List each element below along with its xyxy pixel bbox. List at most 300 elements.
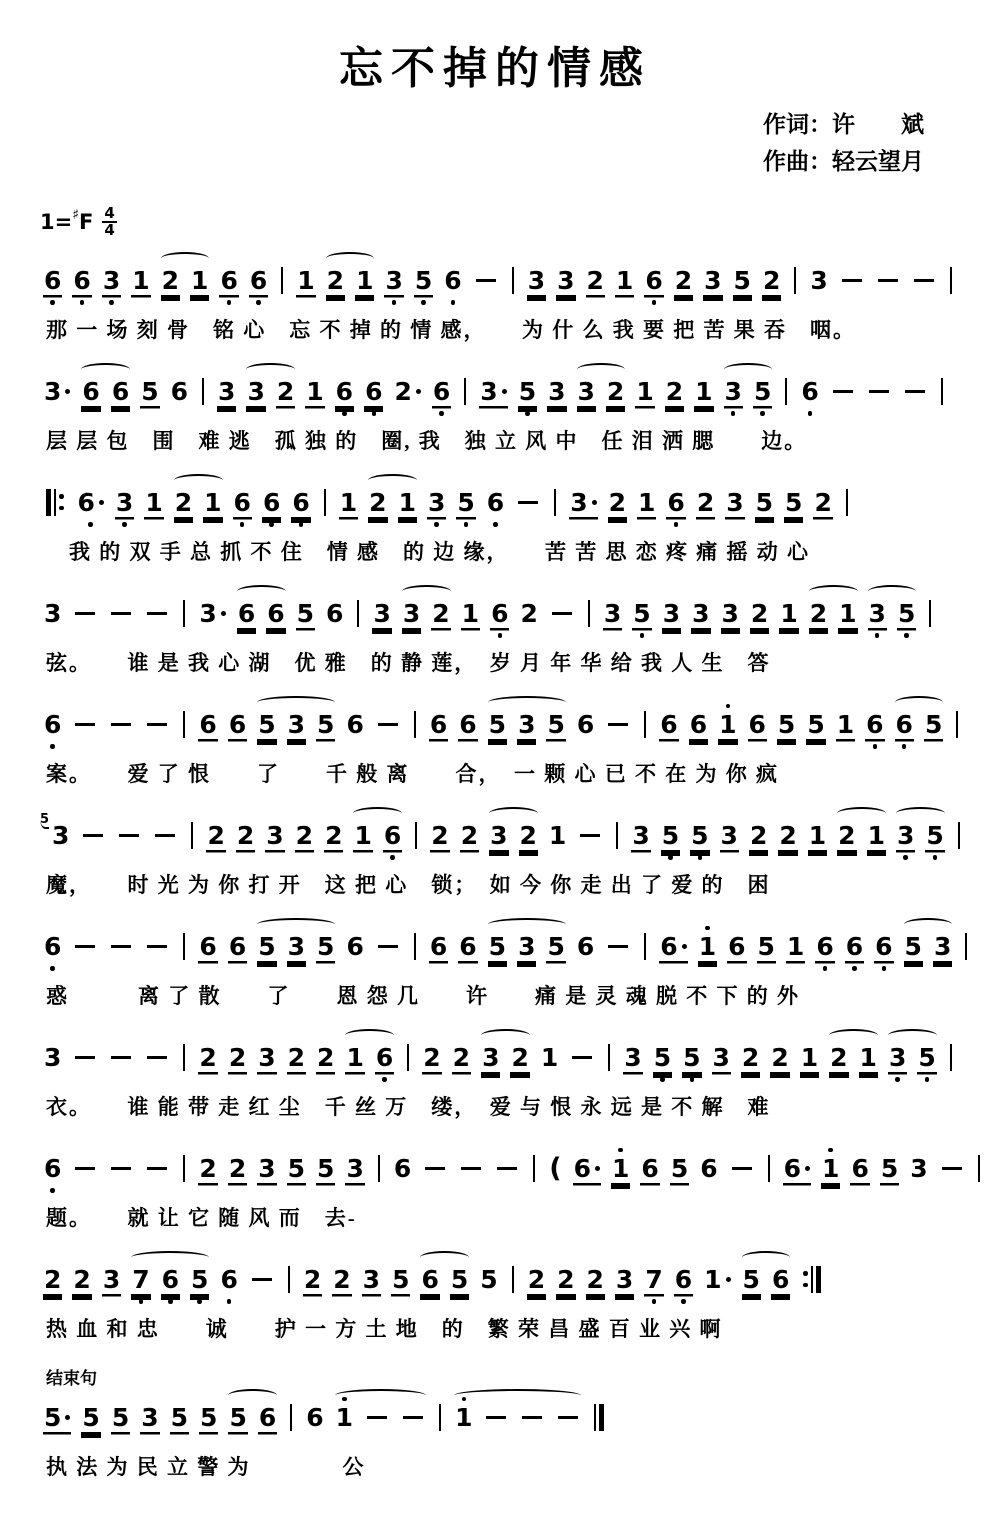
- note-digit: 2: [511, 1042, 529, 1072]
- note: [784, 476, 803, 533]
- note: [372, 587, 391, 644]
- note-digit: 2: [295, 820, 314, 850]
- barline: [643, 920, 647, 977]
- note: [623, 1031, 642, 1088]
- note: [429, 920, 448, 977]
- note-digit: 5: [296, 598, 315, 628]
- dash-rest: [460, 1142, 482, 1199]
- note-digit: 5: [755, 487, 774, 517]
- score-line: [38, 1031, 952, 1121]
- note: [287, 698, 306, 755]
- note-digit: 3: [726, 487, 744, 517]
- note-digit: 3: [102, 265, 121, 295]
- note-digit: 2: [303, 1264, 322, 1294]
- low-octave-dot: [760, 411, 765, 416]
- note: [355, 254, 374, 311]
- dash-rest: [841, 254, 863, 311]
- note-digit: 6: [82, 376, 100, 406]
- note: [144, 476, 163, 533]
- dash-rest: [146, 698, 168, 755]
- slur-group: [169, 476, 228, 533]
- note-digit: 5: [488, 931, 507, 961]
- score-line: [38, 920, 952, 1010]
- barline: [928, 587, 932, 644]
- note: [611, 1142, 630, 1199]
- note: [345, 1142, 364, 1199]
- high-octave-dot: [726, 704, 731, 709]
- note: [161, 254, 180, 311]
- note: [203, 476, 222, 533]
- note: [888, 1031, 907, 1088]
- note: [198, 587, 226, 644]
- note-digit: 2: [749, 820, 768, 850]
- low-octave-dot: [652, 1299, 657, 1304]
- note: [303, 1253, 322, 1310]
- note: [174, 476, 193, 533]
- note-digit: 6: [292, 487, 310, 517]
- note: [353, 809, 372, 866]
- slur-group: [363, 476, 422, 533]
- note-digit: 2: [741, 1042, 760, 1072]
- note-digit: 5: [258, 709, 276, 739]
- slur-group: [241, 365, 300, 422]
- note: [345, 698, 364, 755]
- composer-line: [763, 143, 924, 180]
- low-octave-dot: [168, 1299, 173, 1304]
- note-digit: 2: [452, 1042, 471, 1072]
- note: [246, 365, 265, 422]
- note: [335, 1391, 354, 1448]
- low-octave-dot: [421, 300, 426, 305]
- low-octave-dot: [80, 300, 85, 305]
- note-digit: 5: [200, 1402, 218, 1432]
- slur-group: [737, 1253, 796, 1310]
- note-digit: 6: [816, 931, 834, 961]
- note: [527, 1253, 546, 1310]
- augmentation-dot: [99, 500, 104, 505]
- barline: [438, 1391, 442, 1448]
- note: [809, 587, 828, 644]
- note-digit: 1: [808, 820, 827, 850]
- dash-rest: [941, 1142, 963, 1199]
- note-digit: 3: [662, 598, 681, 628]
- note: [236, 809, 255, 866]
- note-digit: 1: [346, 1042, 364, 1072]
- note-digit: 5: [414, 265, 433, 295]
- note-digit: 1: [780, 598, 798, 628]
- note: [266, 587, 285, 644]
- augmentation-dot: [595, 1166, 600, 1171]
- note: [199, 1391, 218, 1448]
- note-digit: 6: [199, 931, 217, 961]
- low-octave-dot: [50, 1188, 55, 1193]
- grace-note-group: [38, 809, 75, 866]
- dash-rest: [868, 365, 890, 422]
- note-digit: 1: [356, 265, 374, 295]
- note: [527, 254, 546, 311]
- note: [140, 365, 159, 422]
- low-octave-dot: [197, 1299, 202, 1304]
- barline: [587, 587, 591, 644]
- slur-group: [719, 365, 778, 422]
- note: [43, 698, 62, 755]
- note-digit: 6: [641, 1153, 659, 1183]
- note: [720, 809, 739, 866]
- barline: [190, 809, 194, 866]
- note: [644, 254, 663, 311]
- dash-rest: [366, 1391, 388, 1448]
- note: [115, 476, 134, 533]
- note-digit: 6: [220, 265, 238, 295]
- score: [38, 254, 952, 1481]
- note-digit: 6: [866, 709, 884, 739]
- note: [662, 587, 681, 644]
- note-digit: 3: [199, 598, 217, 628]
- note-digit: 3: [720, 820, 738, 850]
- note: [219, 254, 238, 311]
- note-digit: 3: [52, 820, 70, 850]
- slur-group: [891, 809, 950, 866]
- note-digit: 6: [771, 1264, 790, 1294]
- note-digit: 3: [44, 376, 62, 406]
- low-octave-dot: [681, 1299, 686, 1304]
- note-digit: 5: [547, 931, 565, 961]
- notes-row: [38, 587, 952, 644]
- slur-group: [476, 1031, 535, 1088]
- note-digit: 5: [457, 487, 475, 517]
- note: [324, 809, 343, 866]
- note-digit: 6: [459, 931, 477, 961]
- note-digit: 6: [459, 709, 477, 739]
- note-digit: 6: [237, 598, 256, 628]
- note: [262, 476, 281, 533]
- note: [748, 698, 767, 755]
- song-title: 忘不掉的情感: [339, 44, 651, 93]
- note-digit: 5: [141, 376, 159, 406]
- barline: [553, 476, 557, 533]
- note-digit: 2: [432, 598, 450, 628]
- note: [897, 587, 916, 644]
- notes-row: [38, 254, 952, 311]
- note-digit: 6: [220, 1264, 238, 1294]
- barline: [964, 920, 968, 977]
- dash-rest: [110, 698, 132, 755]
- note-digit: 1: [540, 1042, 559, 1072]
- note-digit: 6: [429, 709, 448, 739]
- note-digit: 6: [44, 931, 62, 961]
- barline: [182, 1031, 186, 1088]
- note: [615, 254, 634, 311]
- note-digit: 3: [266, 820, 284, 850]
- note-digit: 1: [354, 820, 372, 850]
- sharp-sign: ♯: [72, 207, 79, 223]
- lyricist-label: 作词：: [763, 112, 832, 137]
- note: [933, 920, 952, 977]
- note-digit: 3: [247, 376, 265, 406]
- note: [836, 698, 855, 755]
- note: [257, 1031, 276, 1088]
- note: [806, 698, 825, 755]
- note: [586, 254, 605, 311]
- low-octave-dot: [674, 522, 679, 527]
- dash-rest: [146, 920, 168, 977]
- lyrics-row: 题。 就 让 它 随 风 而 去-: [46, 1206, 357, 1230]
- slur-group: [483, 920, 571, 977]
- augmentation-dot: [65, 1415, 70, 1420]
- note: [43, 587, 62, 644]
- note-digit: 6: [44, 265, 62, 295]
- note-digit: 2: [519, 820, 537, 850]
- low-octave-dot: [852, 966, 857, 971]
- low-octave-dot: [342, 411, 347, 416]
- augmentation-dot: [805, 1166, 810, 1171]
- note: [867, 809, 886, 866]
- note: [332, 1253, 351, 1310]
- dash-rest: [402, 1391, 424, 1448]
- lyrics-row: 魔， 时 光 为 你 打 开 这 把 心 锁； 如 今 你 走 出 了 爱 的 困: [46, 873, 771, 897]
- note-digit: 3: [258, 1042, 276, 1072]
- note: [102, 254, 121, 311]
- low-octave-dot: [925, 1077, 930, 1082]
- composer-label: 作曲：: [763, 149, 832, 174]
- note-digit: 2: [771, 1042, 789, 1072]
- note-digit: 2: [73, 1264, 91, 1294]
- low-octave-dot: [823, 966, 828, 971]
- note-digit: 5: [670, 1153, 689, 1183]
- lyrics-row: 我 的 双 手 总 抓 不 住 情 感 的 边 缘， 苦 苦 思 恋 疼 痛 摇 动 心: [46, 540, 810, 564]
- note-digit: 3: [141, 1402, 159, 1432]
- note-digit: 3: [518, 931, 536, 961]
- note: [102, 1253, 121, 1310]
- note-digit: 2: [287, 1042, 306, 1072]
- note-digit: 3: [527, 265, 546, 295]
- note-digit: 7: [645, 1264, 663, 1294]
- key-time-signature: [40, 206, 952, 238]
- note: [383, 809, 402, 866]
- slur-group: [890, 698, 949, 755]
- dash-rest: [832, 365, 854, 422]
- note: [265, 809, 284, 866]
- note-digit: 6: [326, 598, 344, 628]
- note-digit: 3: [557, 265, 575, 295]
- notes-row: [38, 1031, 952, 1088]
- slur-group: [223, 1391, 282, 1448]
- score-line: [38, 365, 952, 455]
- note: [659, 698, 678, 755]
- note-digit: 2: [333, 1264, 351, 1294]
- augmentation-dot: [592, 500, 597, 505]
- note-digit: 2: [228, 1153, 247, 1183]
- note-digit: 6: [306, 1402, 324, 1432]
- barline: [406, 1031, 410, 1088]
- note-digit: 6: [170, 376, 189, 406]
- dash-rest: [424, 1142, 446, 1199]
- note: [909, 1142, 928, 1199]
- note-digit: 5: [653, 1042, 672, 1072]
- note: [674, 1253, 693, 1310]
- low-octave-dot: [122, 522, 127, 527]
- note-digit: 3: [624, 1042, 642, 1072]
- note: [190, 1253, 209, 1310]
- note: [762, 254, 781, 311]
- note: [257, 1142, 276, 1199]
- note: [443, 254, 462, 311]
- slur-group: [863, 587, 922, 644]
- note: [777, 698, 796, 755]
- note: [569, 476, 597, 533]
- note-digit: 1: [786, 931, 805, 961]
- note: [895, 698, 914, 755]
- note-digit: 2: [326, 265, 345, 295]
- note: [924, 698, 943, 755]
- note-digit: 5: [229, 1402, 247, 1432]
- augmentation-dot: [502, 389, 507, 394]
- note-digit: 3: [44, 1042, 62, 1072]
- note-digit: 6: [44, 709, 62, 739]
- note: [228, 920, 247, 977]
- note-digit: 5: [258, 931, 276, 961]
- note-digit: 6: [689, 709, 708, 739]
- barline: [182, 920, 186, 977]
- barline: [949, 254, 953, 311]
- note: [249, 254, 268, 311]
- note-digit: 3: [712, 1042, 730, 1072]
- note-digit: 3: [933, 931, 952, 961]
- note: [809, 254, 828, 311]
- note-digit: 2: [830, 1042, 848, 1072]
- note-digit: 5: [392, 1264, 410, 1294]
- note: [422, 1031, 441, 1088]
- note-digit: 1: [704, 1264, 722, 1294]
- score-line: [38, 698, 952, 788]
- note-digit: 5: [317, 709, 335, 739]
- note: [518, 365, 537, 422]
- note: [519, 587, 538, 644]
- note-digit: 1: [455, 1402, 473, 1432]
- note: [77, 476, 105, 533]
- note: [850, 1142, 869, 1199]
- notes-row: [38, 920, 952, 977]
- dash-rest: [110, 1142, 132, 1199]
- note: [291, 476, 310, 533]
- note-digit: 6: [421, 1264, 439, 1294]
- lyrics-row: 那 一 场 刻 骨 铭 心 忘 不 掉 的 情 感， 为 什 么 我 要 把 苦 果 吞 咽。: [46, 318, 856, 342]
- dash-rest: [557, 1391, 579, 1448]
- dash-rest: [110, 1031, 132, 1088]
- low-octave-dot: [652, 300, 657, 305]
- note: [757, 920, 776, 977]
- slur-group: [126, 1253, 214, 1310]
- note: [725, 476, 744, 533]
- high-octave-dot: [705, 926, 710, 931]
- low-octave-dot: [875, 633, 880, 638]
- note-digit: 6: [77, 487, 95, 517]
- note: [490, 587, 509, 644]
- note-digit: 6: [111, 376, 130, 406]
- note: [653, 1031, 672, 1088]
- low-octave-dot: [668, 855, 673, 860]
- note: [771, 1253, 790, 1310]
- note: [486, 476, 505, 533]
- note: [287, 920, 306, 977]
- low-octave-dot: [434, 522, 439, 527]
- note-digit: 2: [369, 487, 387, 517]
- note-digit: 3: [362, 1264, 381, 1294]
- slur-group: [340, 1031, 399, 1088]
- note: [659, 920, 687, 977]
- barline: [280, 254, 284, 311]
- low-octave-dot: [227, 300, 232, 305]
- augmentation-dot: [416, 389, 421, 394]
- low-octave-dot: [525, 411, 530, 416]
- note-digit: 5: [777, 709, 796, 739]
- note-digit: 3: [810, 265, 828, 295]
- notes-row: [38, 1391, 952, 1448]
- note: [481, 1031, 500, 1088]
- note: [258, 1391, 277, 1448]
- barline: [845, 476, 849, 533]
- note: [325, 587, 344, 644]
- note-digit: 3: [427, 487, 446, 517]
- note: [316, 698, 335, 755]
- note-digit: 1: [204, 487, 222, 517]
- note: [917, 1031, 936, 1088]
- note: [398, 476, 417, 533]
- slur-group: [321, 254, 380, 311]
- note-digit: 5: [450, 1264, 469, 1294]
- lyricist-name: 许 斌: [832, 112, 924, 137]
- low-octave-dot: [88, 522, 93, 527]
- note-digit: 6: [674, 1264, 693, 1294]
- note: [741, 1031, 760, 1088]
- time-bottom: 4: [104, 221, 115, 239]
- note: [603, 587, 622, 644]
- note-digit: 5: [757, 931, 775, 961]
- note: [632, 587, 651, 644]
- low-octave-dot: [50, 966, 55, 971]
- barline: [955, 698, 959, 755]
- dash-rest: [146, 587, 168, 644]
- note-digit: 1: [335, 1402, 354, 1432]
- open-paren: (: [549, 1152, 562, 1184]
- note: [670, 1142, 689, 1199]
- note-digit: 6: [375, 1042, 394, 1072]
- note-digit: 6: [801, 376, 819, 406]
- barline: [615, 809, 619, 866]
- note-digit: 2: [44, 1264, 62, 1294]
- repeat-end-barline: [802, 1253, 822, 1310]
- note-digit: 1: [636, 376, 654, 406]
- note: [460, 809, 479, 866]
- note: [479, 1253, 498, 1310]
- slur-group: [415, 1253, 474, 1310]
- note-digit: 5: [480, 1264, 498, 1294]
- slur-group: [824, 1031, 883, 1088]
- low-octave-dot: [439, 411, 444, 416]
- note: [845, 920, 864, 977]
- note: [393, 365, 421, 422]
- note: [815, 920, 834, 977]
- barline: [356, 587, 360, 644]
- note: [868, 587, 887, 644]
- note-digit: 1: [461, 598, 480, 628]
- note-digit: 2: [696, 487, 715, 517]
- note: [753, 365, 772, 422]
- note-digit: 3: [704, 265, 722, 295]
- note-digit: 5: [924, 709, 943, 739]
- note-digit: 5: [691, 820, 709, 850]
- note-digit: 6: [491, 598, 509, 628]
